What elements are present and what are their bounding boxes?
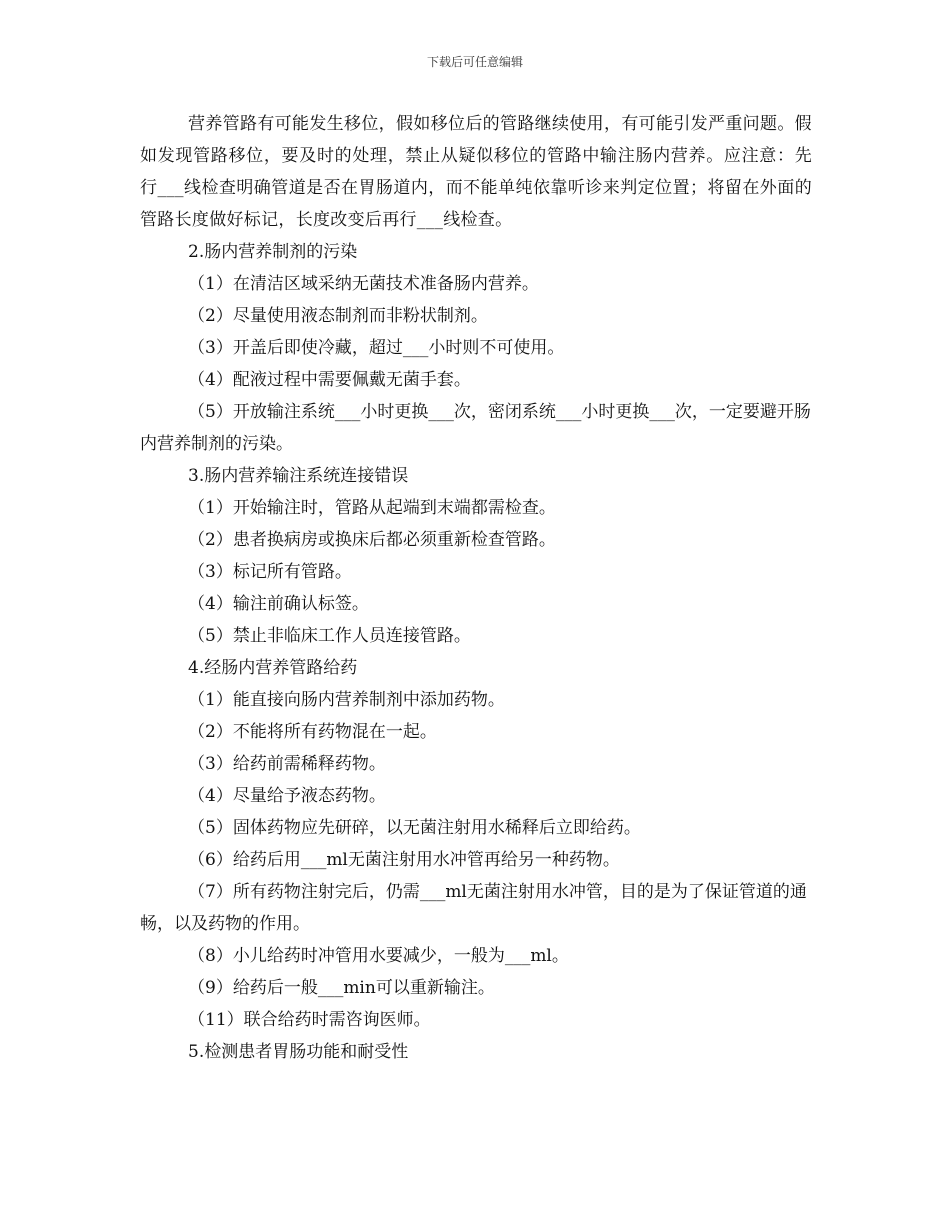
list-item: （3）标记所有管路。 xyxy=(188,562,352,582)
list-item: （6）给药后用___ml无菌注射用水冲管再给另一种药物。 xyxy=(188,850,620,870)
list-item: （3）给药前需稀释药物。 xyxy=(188,754,386,774)
document-body xyxy=(140,108,812,1068)
list-item: （2）不能将所有药物混在一起。 xyxy=(188,722,437,742)
intro-paragraph: 营养管路有可能发生移位，假如移位后的管路继续使用，有可能引发严重问题。假如发现管路移位，要及时的处理，禁止从疑似移位的管路中输注肠内营养。应注意：先行___线检查明确管道是否在胃肠道内，而不能单纯依靠听诊来判定位置；将留在外面的管路长度做好标记，长度改变后再行___线检查。 xyxy=(140,114,812,230)
section-heading-5: 5.检测患者胃肠功能和耐受性 xyxy=(188,1042,409,1062)
list-item: （8）小儿给药时冲管用水要减少，一般为___ml。 xyxy=(188,946,569,966)
list-item: （4）配液过程中需要佩戴无菌手套。 xyxy=(188,370,471,390)
list-item: （1）开始输注时，管路从起端到末端都需检查。 xyxy=(188,498,556,518)
list-item: （5）固体药物应先研碎，以无菌注射用水稀释后立即给药。 xyxy=(188,818,641,838)
list-item: （2）患者换病房或换床后都必须重新检查管路。 xyxy=(188,530,556,550)
list-item: （5）开放输注系统___小时更换___次，密闭系统___小时更换___次，一定要避开肠内营养制剂的污染。 xyxy=(140,402,811,454)
section-heading-4: 4.经肠内营养管路给药 xyxy=(188,658,358,678)
list-item: （7）所有药物注射完后，仍需___ml无菌注射用水冲管，目的是为了保证管道的通畅，以及药物的作用。 xyxy=(140,882,807,934)
list-item: （1）在清洁区域采纳无菌技术准备肠内营养。 xyxy=(188,274,539,294)
list-item: （4）输注前确认标签。 xyxy=(188,594,369,614)
list-item: （11）联合给药时需咨询医师。 xyxy=(188,1010,431,1030)
list-item: （4）尽量给予液态药物。 xyxy=(188,786,386,806)
page-header: 下载后可任意编辑 xyxy=(426,55,523,69)
list-item: （1）能直接向肠内营养制剂中添加药物。 xyxy=(188,690,505,710)
list-item: （3）开盖后即使冷藏，超过___小时则不可使用。 xyxy=(188,338,565,358)
list-item: （5）禁止非临床工作人员连接管路。 xyxy=(188,626,471,646)
list-item: （9）给药后一般___min可以重新输注。 xyxy=(188,978,495,998)
section-heading-2: 2.肠内营养制剂的污染 xyxy=(188,242,358,262)
list-item: （2）尽量使用液态制剂而非粉状制剂。 xyxy=(188,306,488,326)
section-heading-3: 3.肠内营养输注系统连接错误 xyxy=(188,466,409,486)
